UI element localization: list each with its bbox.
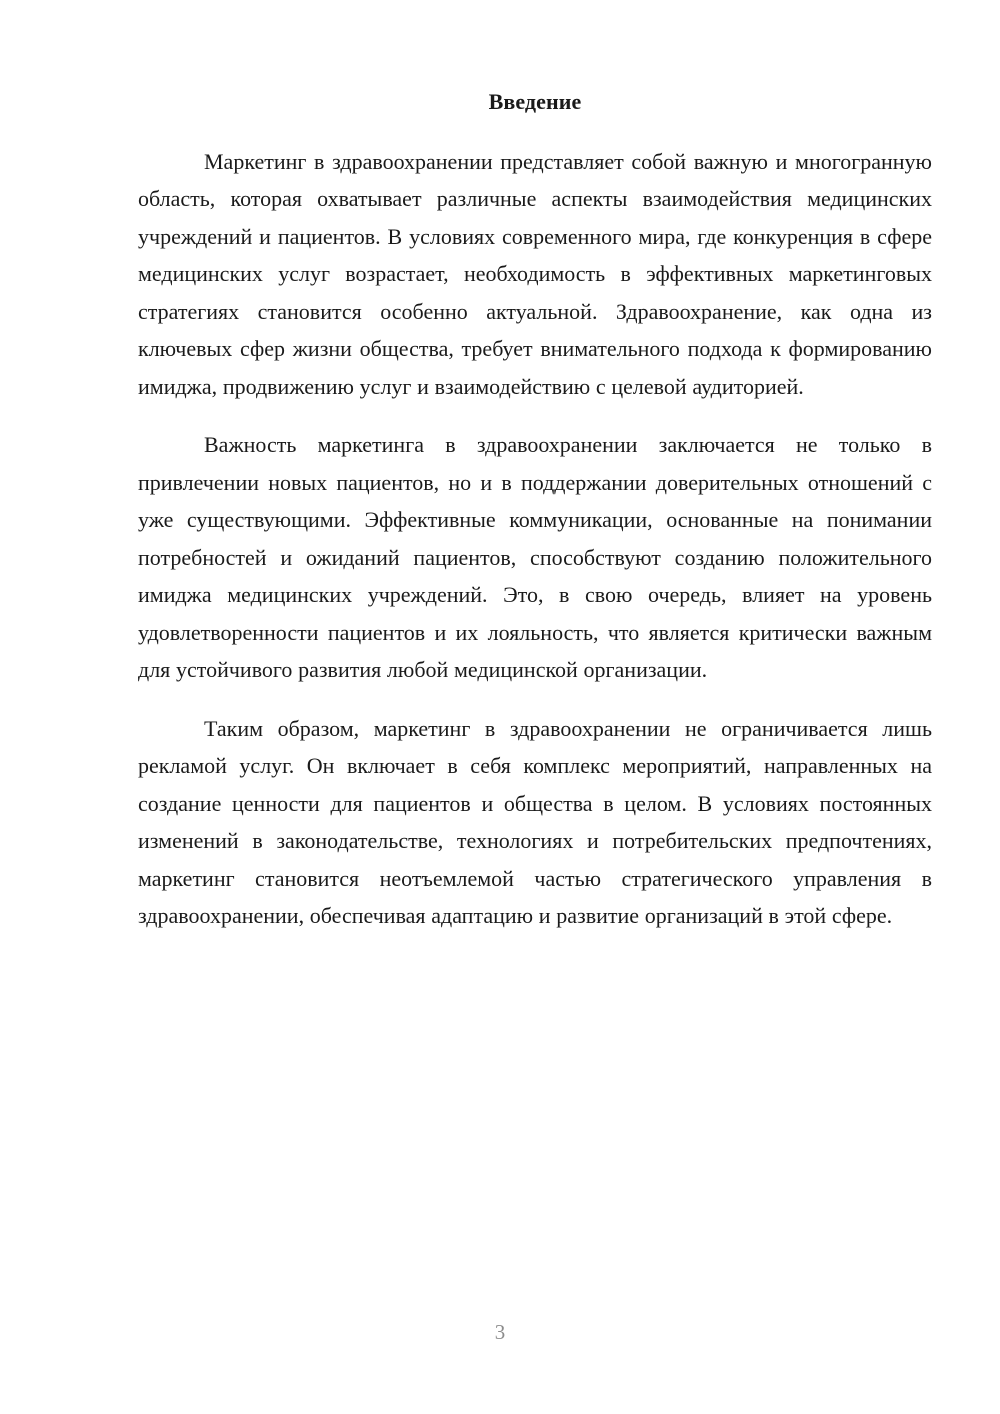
- body-paragraph: Маркетинг в здравоохранении представляет собой важную и многогранную область, которая охватывает различные аспекты взаимодействия медицинских учреждений и пациентов. В условиях современного мира, где конкуренция в сфере медицинских услуг возрастает, необходимость в эффективных маркетинговых стратегиях становится особенно актуальной. Здравоохранение, как одна из ключевых сфер жизни общества, требует внимательного подхода к формированию имиджа, продвижению услуг и взаимодействию с целевой аудиторией.: [138, 148, 932, 399]
- body-paragraph: Таким образом, маркетинг в здравоохранении не ограничивается лишь рекламой услуг. Он включает в себя комплекс мероприятий, направленных на создание ценности для пациентов и общества в целом. В условиях постоянных изменений в законодательстве, технологиях и потребительских предпочтениях, маркетинг становится неотъемлемой частью стратегического управления в здравоохранении, обеспечивая адаптацию и развитие организаций в этой сфере.: [138, 715, 932, 929]
- document-body: [138, 88, 932, 935]
- page-number: 3: [494, 1320, 506, 1344]
- body-paragraph: Важность маркетинга в здравоохранении заключается не только в привлечении новых пациентов, но и в поддержании доверительных отношений с уже существующими. Эффективные коммуникации, основанные на понимании потребностей и ожиданий пациентов, способствуют созданию положительного имиджа медицинских учреждений. Это, в свою очередь, влияет на уровень удовлетворенности пациентов и их лояльность, что является критически важным для устойчивого развития любой медицинской организации.: [138, 432, 932, 683]
- page-title: Введение: [488, 89, 582, 114]
